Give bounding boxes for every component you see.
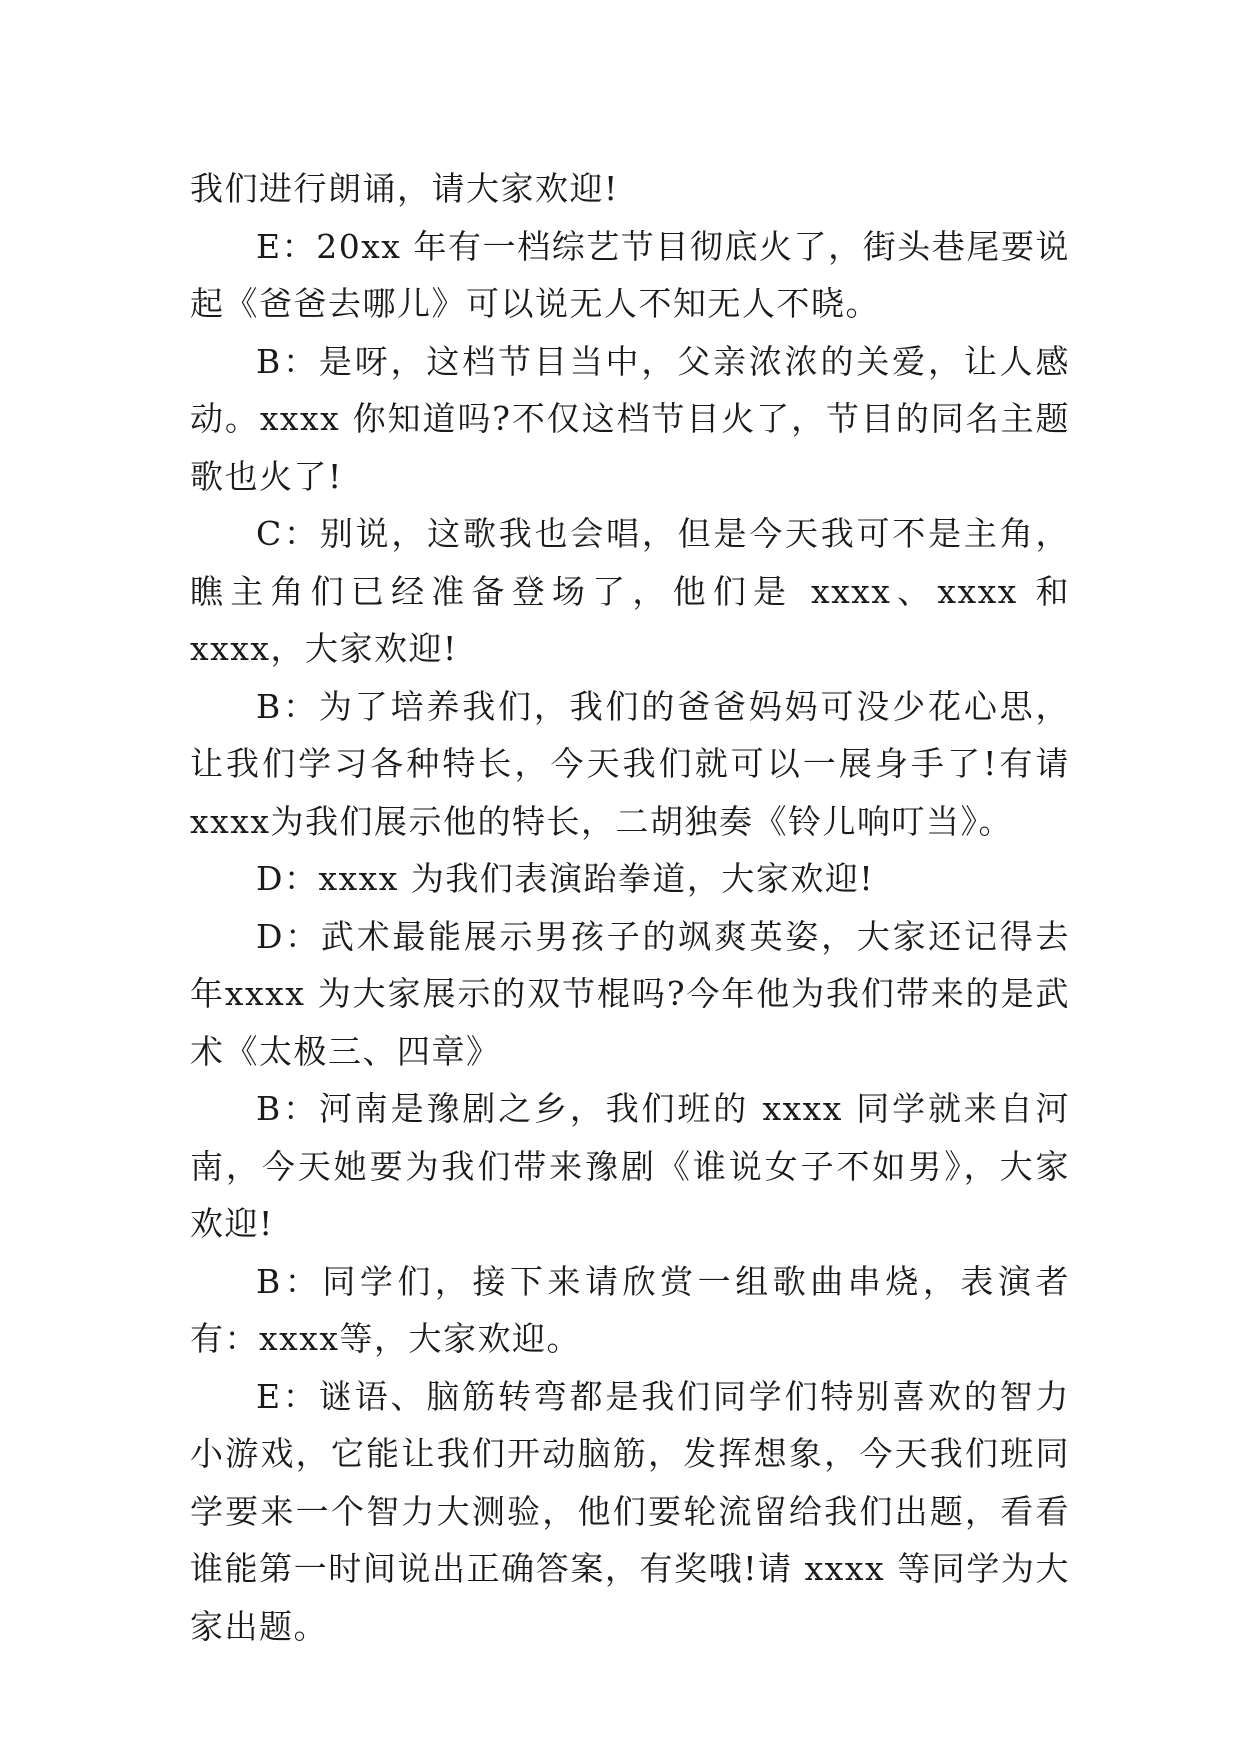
paragraph-9: B：同学们，接下来请欣赏一组歌曲串烧，表演者有：xxxx等，大家欢迎。 — [190, 1261, 1070, 1358]
paragraph-7: D：武术最能展示男孩子的飒爽英姿，大家还记得去年xxxx 为大家展示的双节棍吗?今年他为我们带来的是武术《太极三、四章》 — [190, 916, 1070, 1071]
paragraph-3: B：是呀，这档节目当中，父亲浓浓的关爱，让人感动。xxxx 你知道吗?不仅这档节目火了，节目的同名主题歌也火了! — [190, 341, 1070, 496]
paragraph-6: D：xxxx 为我们表演跆拳道，大家欢迎! — [256, 859, 875, 898]
paragraph-1: 我们进行朗诵，请大家欢迎! — [190, 169, 619, 208]
paragraph-5: B：为了培养我们，我们的爸爸妈妈可没少花心思，让我们学习各种特长，今天我们就可以一展身手了!有请 xxxx为我们展示他的特长，二胡独奏《铃儿响叮当》。 — [190, 686, 1070, 841]
paragraph-8: B：河南是豫剧之乡，我们班的 xxxx 同学就来自河南，今天她要为我们带来豫剧《谁说女子不如男》，大家欢迎! — [190, 1089, 1070, 1243]
document-body — [190, 160, 1070, 1655]
paragraph-2: E：20xx 年有一档综艺节目彻底火了，街头巷尾要说起《爸爸去哪儿》可以说无人不知无人不晓。 — [190, 226, 1070, 323]
paragraph-4: C：别说，这歌我也会唱，但是今天我可不是主角，瞧主角们已经准备登场了，他们是 xxxx、xxxx 和 xxxx，大家欢迎! — [190, 514, 1070, 668]
paragraph-10: E：谜语、脑筋转弯都是我们同学们特别喜欢的智力小游戏，它能让我们开动脑筋，发挥想象，今天我们班同学要来一个智力大测验，他们要轮流留给我们出题，看看谁能第一时间说出正确答案，有奖哦!请 xxxx 等同学为大家出题。 — [190, 1376, 1070, 1646]
